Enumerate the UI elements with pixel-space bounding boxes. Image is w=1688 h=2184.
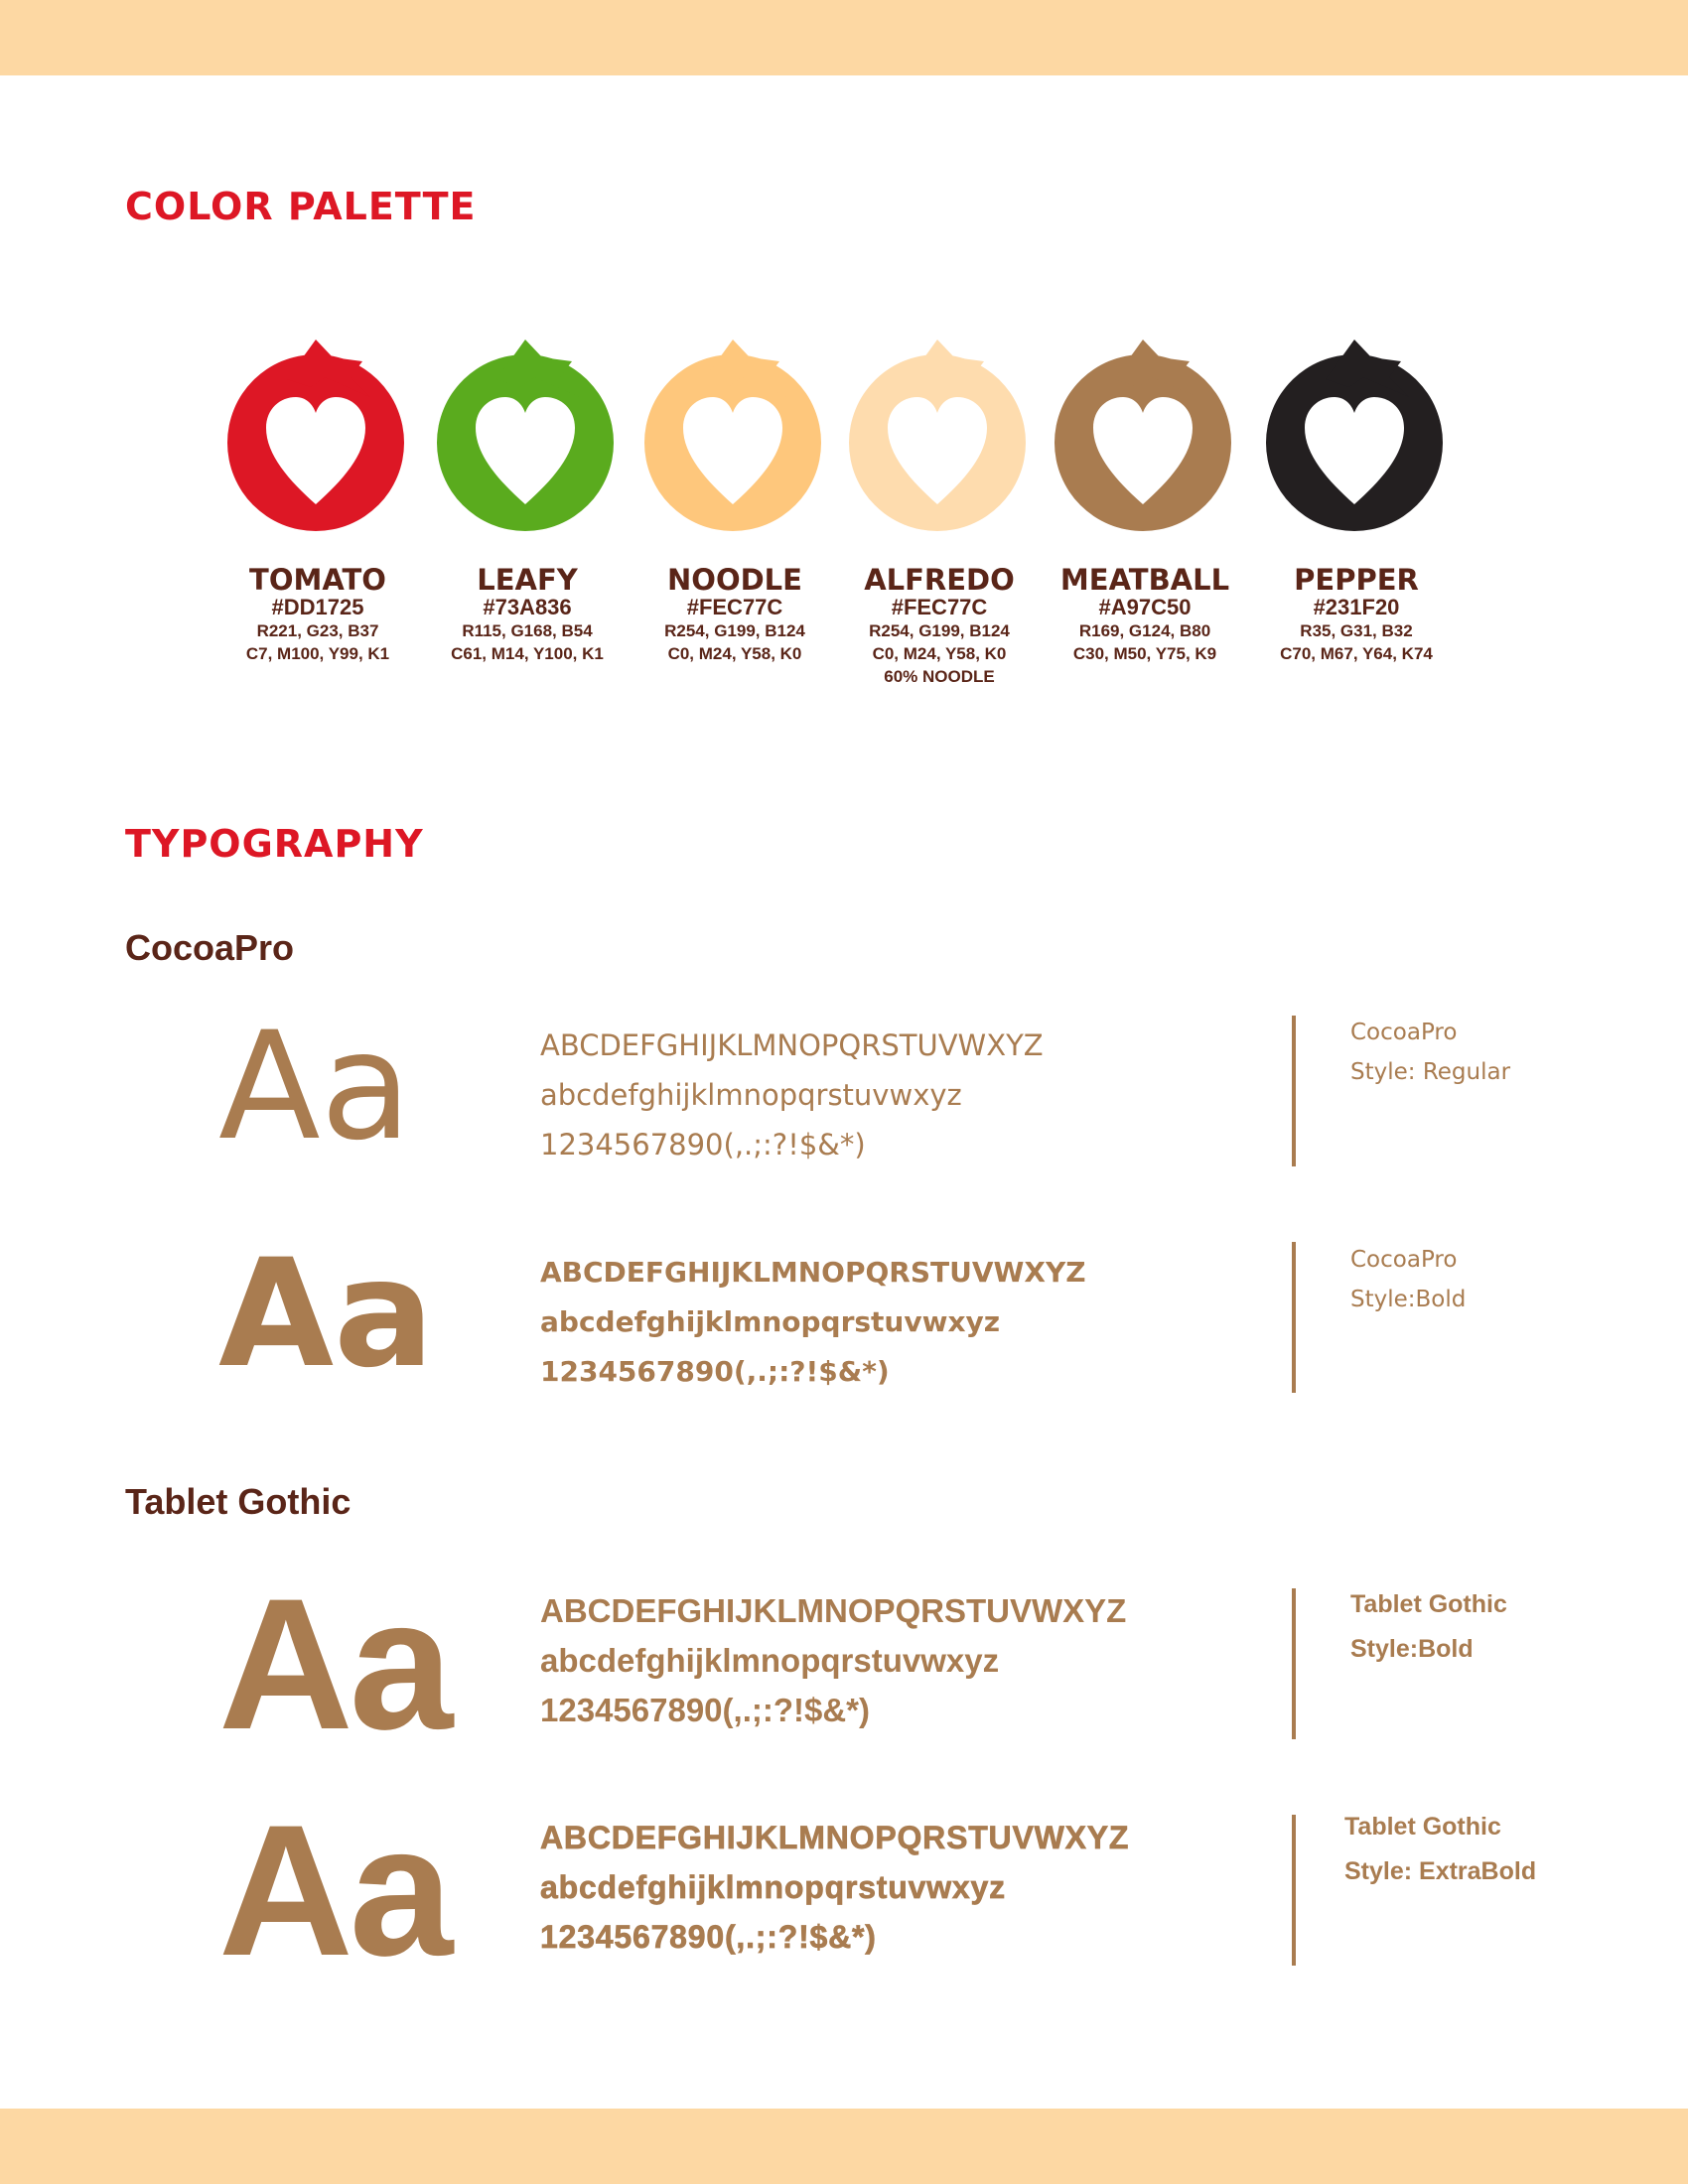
tomato-icon [1051,326,1239,536]
divider-line [1292,1242,1296,1393]
uppercase-set: ABCDEFGHIJKLMNOPQRSTUVWXYZ [540,1028,1044,1062]
lowercase-set: abcdefghijklmnopqrstuvwxyz [540,1078,962,1112]
character-set [540,1586,1126,1735]
style-info [1344,1805,1536,1894]
style-info [1350,1582,1507,1672]
digits-set: 1234567890(,.;:?!$&*) [540,1919,877,1955]
font-label: CocoaPro [1350,1020,1458,1045]
swatch-alfredo [840,326,1039,688]
swatch-hex: #73A836 [483,595,572,619]
swatch-hex: #FEC77C [686,595,783,619]
digits-set: 1234567890(,.;:?!$&*) [540,1128,866,1161]
style-label: Style:Bold [1350,1635,1474,1663]
swatch-hex: #231F20 [1313,595,1400,619]
swatch-cmyk: C61, M14, Y100, K1 [451,644,604,663]
uppercase-set: ABCDEFGHIJKLMNOPQRSTUVWXYZ [540,1820,1130,1855]
swatch-note: 60% NOODLE [884,667,995,686]
swatch-name: TOMATO [249,563,386,597]
swatch-rgb: R254, G199, B124 [869,621,1010,640]
uppercase-set: ABCDEFGHIJKLMNOPQRSTUVWXYZ [540,1256,1086,1289]
swatch-leafy [428,326,627,665]
divider-line [1292,1016,1296,1166]
style-info [1350,1013,1510,1092]
font-label: Tablet Gothic [1344,1813,1501,1841]
swatch-hex: #FEC77C [891,595,988,619]
uppercase-set: ABCDEFGHIJKLMNOPQRSTUVWXYZ [540,1592,1127,1629]
digits-set: 1234567890(,.;:?!$&*) [540,1692,870,1728]
font-family-name-cocoapro: CocoaPro [125,927,295,968]
style-label: Style: ExtraBold [1344,1857,1537,1885]
character-set [540,1813,1129,1962]
character-set [540,1248,1086,1397]
tomato-icon [433,326,622,536]
font-family-name-tablet-gothic: Tablet Gothic [125,1481,352,1522]
swatch-pepper [1257,326,1456,665]
swatch-noodle [635,326,834,665]
swatch-cmyk: C0, M24, Y58, K0 [667,644,802,663]
swatch-hex: #A97C50 [1098,595,1192,619]
sample-glyphs: Aa [218,1228,435,1401]
swatch-cmyk: C7, M100, Y99, K1 [245,644,390,663]
character-set [540,1021,1044,1169]
tomato-icon [845,326,1034,536]
sample-glyphs: Aa [218,1001,412,1173]
color-palette-heading: COLOR PALETTE [125,185,477,228]
font-label: Tablet Gothic [1350,1590,1507,1618]
swatch-rgb: R169, G124, B80 [1078,621,1211,640]
swatch-name: ALFREDO [864,563,1015,597]
swatch-name: LEAFY [477,563,578,597]
divider-line [1292,1588,1296,1739]
digits-set: 1234567890(,.;:?!$&*) [540,1355,890,1388]
sample-glyphs: Aa [218,1560,450,1768]
tomato-icon [1262,326,1451,536]
typography-heading: TYPOGRAPHY [125,822,424,866]
swatch-meatball [1046,326,1244,665]
style-info [1350,1240,1466,1319]
swatch-cmyk: C70, M67, Y64, K74 [1280,644,1433,663]
top-band [0,0,1688,75]
divider-line [1292,1815,1296,1966]
swatch-cmyk: C30, M50, Y75, K9 [1072,644,1217,663]
swatch-rgb: R221, G23, B37 [256,621,379,640]
font-label: CocoaPro [1350,1247,1458,1273]
lowercase-set: abcdefghijklmnopqrstuvwxyz [540,1305,1001,1338]
swatch-cmyk: C0, M24, Y58, K0 [872,644,1007,663]
style-label: Style:Bold [1350,1287,1467,1312]
swatch-name: PEPPER [1294,563,1419,597]
swatch-rgb: R115, G168, B54 [462,621,593,640]
lowercase-set: abcdefghijklmnopqrstuvwxyz [540,1642,1000,1679]
swatch-rgb: R35, G31, B32 [1300,621,1413,640]
swatch-tomato [218,326,417,665]
sample-glyphs: Aa [218,1786,450,1994]
bottom-band [0,2109,1688,2184]
swatch-hex: #DD1725 [271,595,364,619]
swatch-rgb: R254, G199, B124 [664,621,805,640]
style-label: Style: Regular [1350,1059,1511,1085]
tomato-icon [223,326,412,536]
lowercase-set: abcdefghijklmnopqrstuvwxyz [540,1869,1006,1905]
tomato-icon [640,326,829,536]
swatch-name: NOODLE [667,563,802,597]
swatch-name: MEATBALL [1059,563,1230,597]
